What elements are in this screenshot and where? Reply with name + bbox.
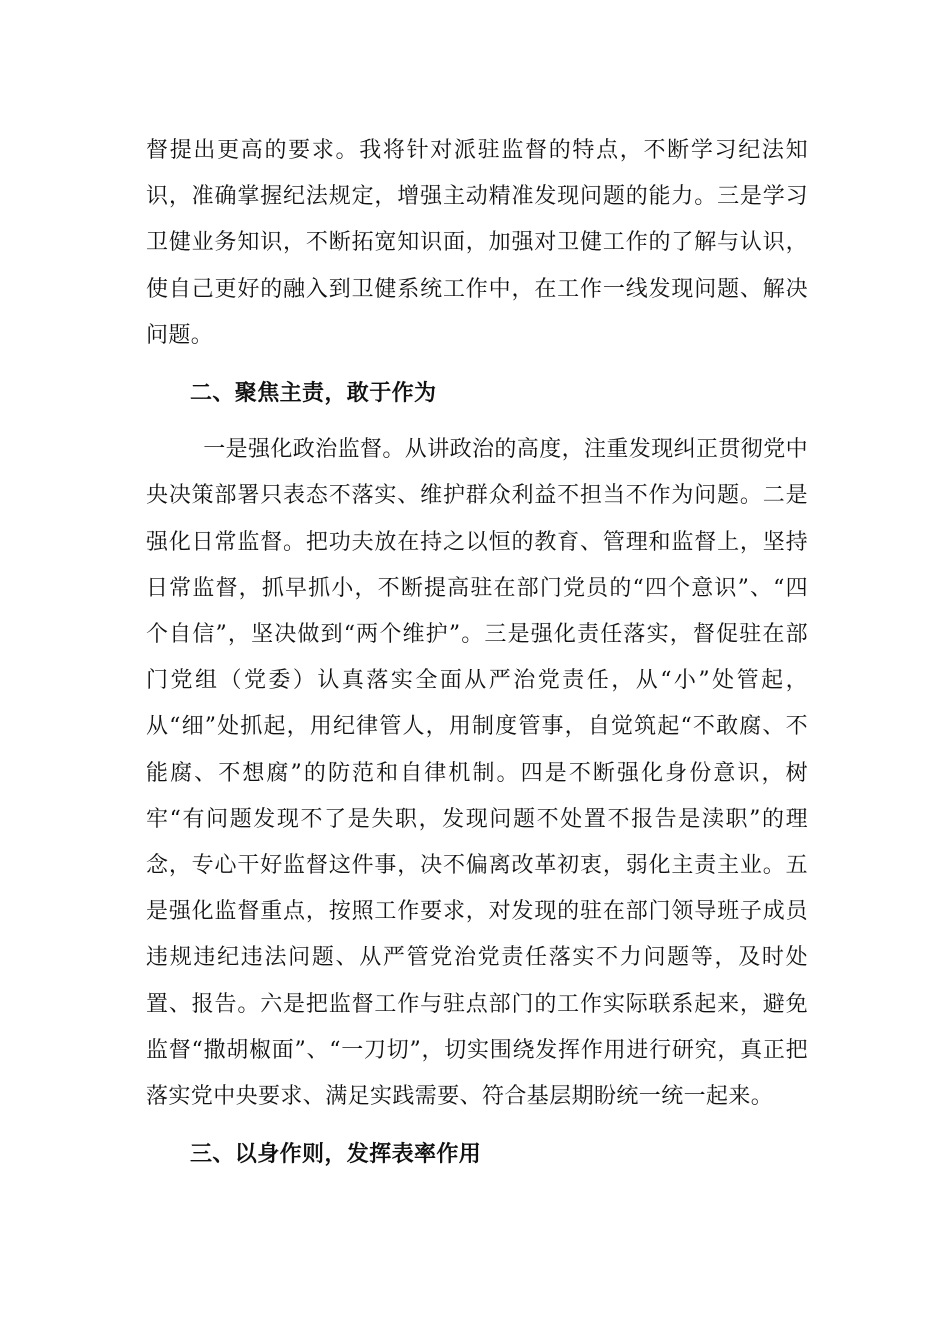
paragraph-continued: 督提出更高的要求。我将针对派驻监督的特点，不断学习纪法知识，准确掌握纪法规定，增强主动精准发现问题的能力。三是学习卫健业务知识，不断拓宽知识面，加强对卫健工作的了解与认识，使自己更好的融入到卫健系统工作中，在工作一线发现问题、解决问题。	[146, 138, 808, 348]
paragraph-section-two: 一是强化政治监督。从讲政治的高度，注重发现纠正贯彻党中央决策部署只表态不落实、维护群众利益不担当不作为问题。二是强化日常监督。把功夫放在持之以恒的教育、管理和监督上，坚持日常监督，抓早抓小，不断提高驻在部门党员的“四个意识”、“四个自信”，坚决做到“两个维护”。三是强化责任落实，督促驻在部门党组（党委）认真落实全面从严治党责任，从“小”处管起，从“细”处抓起，用纪律管人，用制度管事，自觉筑起“不敢腐、不能腐、不想腐”的防范和自律机制。四是不断强化身份意识，树牢“有问题发现不了是失职，发现问题不处置不报告是渎职”的理念，专心干好监督这件事，决不偏离改革初衷，弱化主责主业。五是强化监督重点，按照工作要求，对发现的驻在部门领导班子成员违规违纪违法问题、从严管党治党责任落实不力问题等，及时处置、报告。六是把监督工作与驻点部门的工作实际联系起来，避免监督“撒胡椒面”、“一刀切”，切实围绕发挥作用进行研究，真正把落实党中央要求、满足实践需要、符合基层期盼统一统一起来。	[146, 437, 808, 1110]
document-body	[146, 128, 808, 1177]
section-heading-two: 二、聚焦主责，敢于作为	[190, 380, 437, 407]
section-heading-three: 三、以身作则，发挥表率作用	[190, 1141, 482, 1168]
